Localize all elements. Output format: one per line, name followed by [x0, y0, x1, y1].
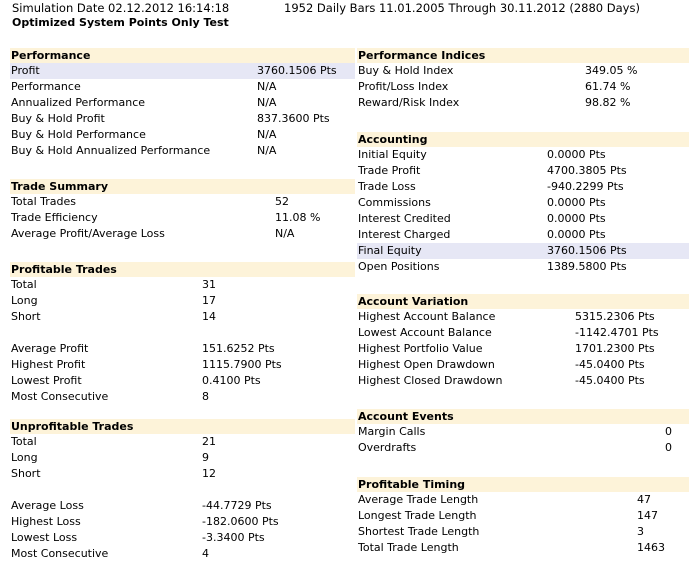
table-row — [10, 226, 355, 242]
row-label: Buy & Hold Annualized Performance — [11, 144, 211, 157]
table-row — [357, 341, 689, 357]
row-label: Trade Loss — [358, 180, 416, 193]
profitable-timing-section — [357, 477, 689, 556]
row-value: 3760.1506 Pts — [257, 64, 337, 77]
table-row — [10, 79, 355, 95]
table-row — [10, 111, 355, 127]
table-row — [357, 163, 689, 179]
table-row — [357, 540, 689, 556]
row-value: 11.08 % — [275, 211, 321, 224]
row-label: Average Loss — [11, 499, 84, 512]
accounting-section — [357, 132, 689, 275]
row-label: Total — [11, 278, 37, 291]
row-label: Profit — [11, 64, 40, 77]
row-label: Total — [11, 435, 37, 448]
row-value: 3 — [637, 525, 644, 538]
row-value: 1389.5800 Pts — [547, 260, 627, 273]
row-label: Margin Calls — [358, 425, 426, 438]
section-title: Accounting — [357, 132, 689, 147]
row-label: Lowest Account Balance — [358, 326, 492, 339]
profitable-trades-section — [10, 262, 355, 405]
performance-section — [10, 48, 355, 159]
table-row — [10, 143, 355, 159]
row-value: 0.0000 Pts — [547, 196, 606, 209]
row-value: N/A — [257, 96, 277, 109]
row-value: 1115.7900 Pts — [202, 358, 282, 371]
table-row — [357, 243, 689, 259]
section-title: Account Events — [357, 409, 689, 424]
table-row — [357, 492, 689, 508]
table-row — [10, 309, 355, 325]
table-row — [10, 514, 355, 530]
section-title: Trade Summary — [10, 179, 355, 194]
bars-info: 1952 Daily Bars 11.01.2005 Through 30.11.2012 (2880 Days) — [284, 1, 640, 15]
table-row — [10, 530, 355, 546]
table-row — [10, 373, 355, 389]
row-label: Interest Credited — [358, 212, 451, 225]
report-title: Optimized System Points Only Test — [12, 16, 229, 29]
table-row — [357, 195, 689, 211]
section-title: Performance — [10, 48, 355, 63]
row-value: 0.0000 Pts — [547, 212, 606, 225]
table-row — [357, 259, 689, 275]
table-row — [357, 508, 689, 524]
table-row — [357, 325, 689, 341]
row-label: Short — [11, 310, 41, 323]
table-row — [357, 440, 689, 456]
row-value: 0.0000 Pts — [547, 148, 606, 161]
table-row — [357, 227, 689, 243]
row-value: 47 — [637, 493, 651, 506]
row-label: Final Equity — [358, 244, 422, 257]
row-label: Most Consecutive — [11, 390, 109, 403]
section-title: Performance Indices — [357, 48, 689, 63]
unprofitable-trades-section — [10, 419, 355, 562]
row-value: -3.3400 Pts — [202, 531, 265, 544]
row-value: 61.74 % — [585, 80, 631, 93]
row-label: Shortest Trade Length — [358, 525, 480, 538]
row-label: Overdrafts — [358, 441, 417, 454]
table-row — [10, 450, 355, 466]
row-value: N/A — [257, 128, 277, 141]
row-label: Highest Profit — [11, 358, 86, 371]
row-label: Performance — [11, 80, 81, 93]
table-row — [10, 127, 355, 143]
table-row — [357, 524, 689, 540]
table-row — [10, 341, 355, 357]
section-title: Profitable Timing — [357, 477, 689, 492]
row-value: 349.05 % — [585, 64, 638, 77]
row-label: Highest Open Drawdown — [358, 358, 495, 371]
table-row — [357, 179, 689, 195]
table-row — [10, 389, 355, 405]
row-label: Most Consecutive — [11, 547, 109, 560]
row-value: N/A — [275, 227, 295, 240]
row-label: Lowest Loss — [11, 531, 78, 544]
row-value: 837.3600 Pts — [257, 112, 330, 125]
row-value: 4 — [202, 547, 209, 560]
row-label: Long — [11, 451, 38, 464]
account-variation-section — [357, 294, 689, 389]
table-row — [10, 95, 355, 111]
row-label: Trade Profit — [358, 164, 421, 177]
table-row — [357, 147, 689, 163]
row-label: Highest Portfolio Value — [358, 342, 483, 355]
table-row — [357, 424, 689, 440]
row-value: 1701.2300 Pts — [575, 342, 655, 355]
section-title: Profitable Trades — [10, 262, 355, 277]
section-title: Unprofitable Trades — [10, 419, 355, 434]
row-value: 3760.1506 Pts — [547, 244, 627, 257]
row-value: 9 — [202, 451, 209, 464]
row-value: 1463 — [637, 541, 665, 554]
table-row — [357, 95, 689, 111]
row-value: 5315.2306 Pts — [575, 310, 655, 323]
table-row — [10, 293, 355, 309]
row-label: Average Trade Length — [358, 493, 479, 506]
row-value: 4700.3805 Pts — [547, 164, 627, 177]
row-label: Commissions — [358, 196, 431, 209]
row-label: Long — [11, 294, 38, 307]
row-value: 8 — [202, 390, 209, 403]
row-value: -44.7729 Pts — [202, 499, 272, 512]
row-value: 17 — [202, 294, 216, 307]
row-label: Highest Loss — [11, 515, 81, 528]
row-value: 52 — [275, 195, 289, 208]
row-value: N/A — [257, 80, 277, 93]
table-row — [357, 357, 689, 373]
table-row — [10, 434, 355, 450]
row-value: 0 — [665, 441, 672, 454]
table-row — [10, 63, 355, 79]
row-value: 147 — [637, 509, 658, 522]
table-row — [10, 194, 355, 210]
table-row — [10, 210, 355, 226]
row-label: Longest Trade Length — [358, 509, 477, 522]
row-label: Buy & Hold Profit — [11, 112, 105, 125]
row-value: 0 — [665, 425, 672, 438]
row-value: 0.4100 Pts — [202, 374, 261, 387]
table-row — [10, 466, 355, 482]
table-row — [10, 546, 355, 562]
row-label: Buy & Hold Index — [358, 64, 454, 77]
row-value: 0.0000 Pts — [547, 228, 606, 241]
row-value: -182.0600 Pts — [202, 515, 279, 528]
row-value: 12 — [202, 467, 216, 480]
row-value: 98.82 % — [585, 96, 631, 109]
table-row — [10, 277, 355, 293]
row-value: 14 — [202, 310, 216, 323]
row-value: 31 — [202, 278, 216, 291]
row-label: Buy & Hold Performance — [11, 128, 146, 141]
row-value: 151.6252 Pts — [202, 342, 275, 355]
row-label: Profit/Loss Index — [358, 80, 449, 93]
table-row — [357, 79, 689, 95]
row-label: Reward/Risk Index — [358, 96, 460, 109]
table-row — [357, 373, 689, 389]
row-label: Lowest Profit — [11, 374, 82, 387]
table-row — [10, 357, 355, 373]
row-label: Highest Account Balance — [358, 310, 496, 323]
table-row — [357, 63, 689, 79]
account-events-section — [357, 409, 689, 456]
row-label: Highest Closed Drawdown — [358, 374, 503, 387]
row-label: Total Trades — [11, 195, 77, 208]
row-label: Short — [11, 467, 41, 480]
table-row — [357, 309, 689, 325]
row-value: -45.0400 Pts — [575, 358, 645, 371]
table-row — [357, 211, 689, 227]
performance-indices-section — [357, 48, 689, 111]
row-value: -940.2299 Pts — [547, 180, 624, 193]
table-row — [10, 498, 355, 514]
row-label: Open Positions — [358, 260, 440, 273]
row-label: Total Trade Length — [358, 541, 459, 554]
row-label: Annualized Performance — [11, 96, 146, 109]
trade-summary-section — [10, 179, 355, 242]
row-value: N/A — [257, 144, 277, 157]
row-value: -45.0400 Pts — [575, 374, 645, 387]
row-label: Initial Equity — [358, 148, 427, 161]
section-title: Account Variation — [357, 294, 689, 309]
row-label: Trade Efficiency — [11, 211, 98, 224]
row-label: Average Profit/Average Loss — [11, 227, 165, 240]
row-label: Average Profit — [11, 342, 89, 355]
simulation-date: Simulation Date 02.12.2012 16:14:18 — [12, 1, 230, 15]
row-label: Interest Charged — [358, 228, 451, 241]
row-value: -1142.4701 Pts — [575, 326, 659, 339]
row-value: 21 — [202, 435, 216, 448]
